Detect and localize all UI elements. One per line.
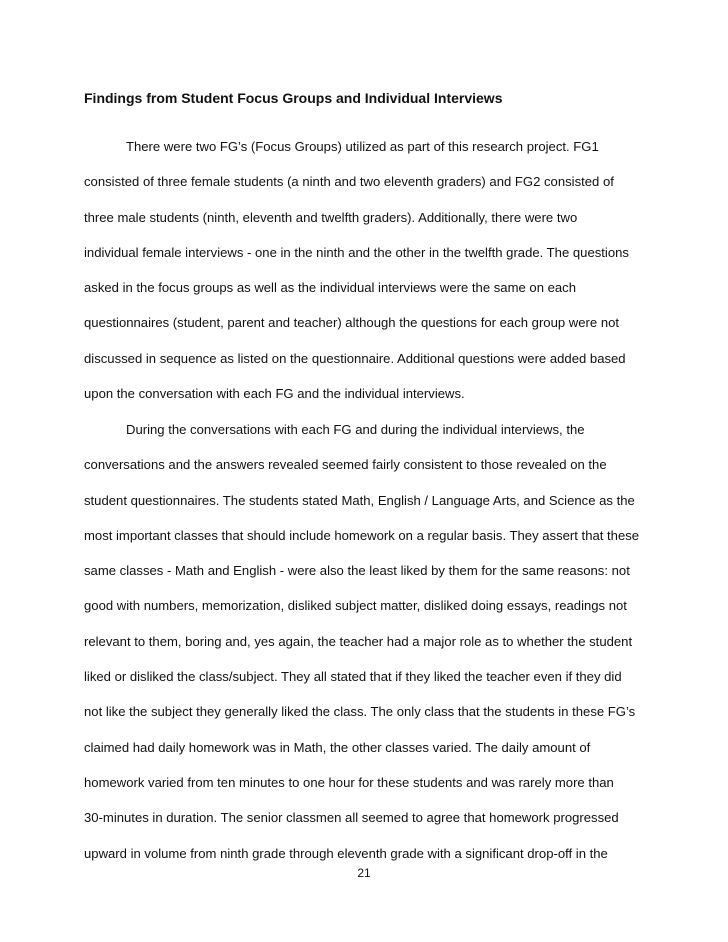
- text-line: consisted of three female students (a ninth and two eleventh graders) and FG2 consisted of: [84, 174, 614, 190]
- text-line: most important classes that should include homework on a regular basis. They assert that these: [84, 527, 640, 543]
- text-line: discussed in sequence as listed on the questionnaire. Additional questions were added based: [84, 350, 626, 366]
- text-line: liked or disliked the class/subject. They all stated that if they liked the teacher even if they did: [84, 669, 622, 685]
- paragraph-1: [84, 129, 654, 411]
- text-line: relevant to them, boring and, yes again, the teacher had a major role as to whether the student: [84, 633, 633, 649]
- text-line: student questionnaires. The students stated Math, English / Language Arts, and Science as the: [84, 492, 635, 508]
- text-line: upon the conversation with each FG and the individual interviews.: [84, 386, 465, 402]
- text-line: asked in the focus groups as well as the individual interviews were the same on each: [84, 280, 577, 296]
- text-line: good with numbers, memorization, disliked subject matter, disliked doing essays, readings not: [84, 598, 627, 614]
- page-number: 21: [357, 866, 371, 880]
- text-line: homework varied from ten minutes to one hour for these students and was rarely more than: [84, 774, 614, 790]
- text-line: During the conversations with each FG and during the individual interviews, the: [126, 422, 585, 437]
- text-line: individual female interviews - one in the ninth and the other in the twelfth grade. The questions: [84, 244, 629, 260]
- text-line: same classes - Math and English - were also the least liked by them for the same reasons: not: [84, 563, 630, 579]
- text-line: questionnaires (student, parent and teacher) although the questions for each group were not: [84, 315, 620, 331]
- text-line: claimed had daily homework was in Math, the other classes varied. The daily amount of: [84, 739, 591, 755]
- paragraph-2: [84, 412, 654, 871]
- text-line: not like the subject they generally liked the class. The only class that the students in these FG’s: [84, 704, 636, 720]
- text-line: conversations and the answers revealed seemed fairly consistent to those revealed on the: [84, 457, 607, 473]
- text-line: three male students (ninth, eleventh and twelfth graders). Additionally, there were two: [84, 209, 578, 225]
- section-heading: Findings from Student Focus Groups and Individual Interviews: [84, 90, 503, 106]
- text-line: 30-minutes in duration. The senior classmen all seemed to agree that homework progressed: [84, 810, 619, 826]
- text-line: upward in volume from ninth grade through eleventh grade with a significant drop-off in the: [84, 845, 608, 861]
- text-line: There were two FG’s (Focus Groups) utilized as part of this research project. FG1: [126, 139, 599, 154]
